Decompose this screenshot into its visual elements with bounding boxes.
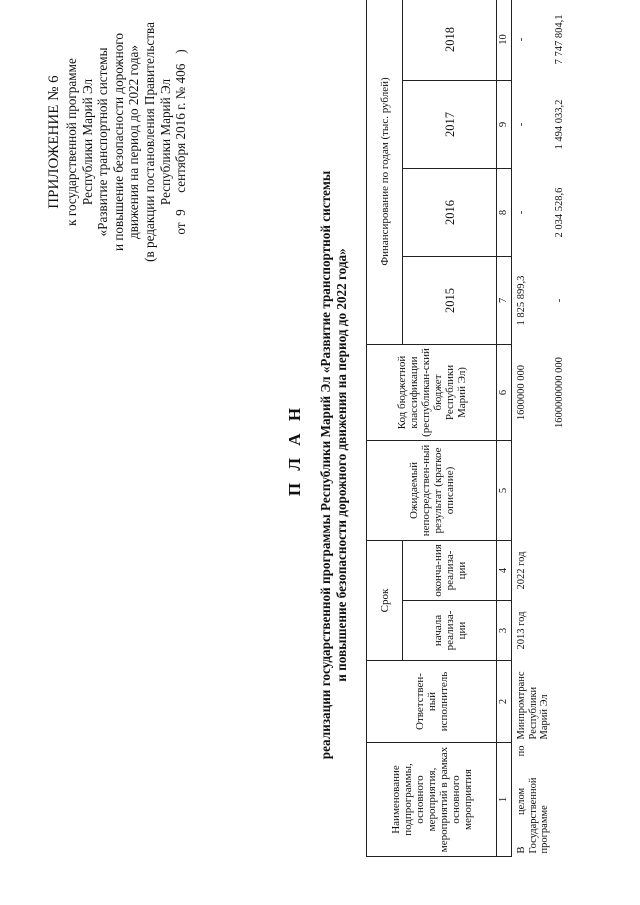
header-year-2015: 2015	[403, 257, 497, 345]
header-code: Код бюджетной классификации (республикан-ский бюджет Республики Марий Эл)	[367, 345, 497, 441]
appendix-line: и повышение безопасности дорожного	[110, 33, 126, 251]
financing-value: -	[516, 210, 527, 215]
cell-financing-2018	[512, 0, 568, 81]
header-financing: Финансирование по годам (тыс. рублей)	[367, 0, 403, 345]
cell-budget-codes	[512, 345, 568, 441]
header-year-2017: 2017	[403, 81, 497, 169]
cell-program-name: В целом по Государственной программе	[516, 745, 550, 854]
cell-executor: Минпромтранс Республики Марий Эл	[516, 671, 550, 740]
column-number: 8	[497, 169, 512, 257]
column-number: 6	[497, 345, 512, 441]
column-number: 1	[497, 743, 512, 857]
budget-code: 1600000000 000	[553, 357, 565, 428]
header-year-2016: 2016	[403, 169, 497, 257]
financing-value: -	[516, 37, 527, 42]
plan-subtitle-line: и повышение безопасности дорожного движения на период до 2022 года»	[333, 248, 349, 682]
plan-table	[366, 0, 567, 857]
appendix-block	[44, 7, 189, 277]
appendix-line: Республики Марий Эл	[79, 78, 95, 206]
column-number: 5	[497, 441, 512, 541]
plan-subtitle	[318, 115, 349, 815]
header-term-start: начала реализа-ции	[403, 601, 497, 661]
financing-value: 7 747 804,1	[553, 14, 565, 65]
appendix-line: «Развитие транспортной системы	[95, 47, 111, 237]
cell-result	[512, 441, 568, 541]
appendix-heading: ПРИЛОЖЕНИЕ № 6	[46, 75, 62, 209]
cell-financing-2016	[512, 169, 568, 257]
header-term: Срок	[367, 541, 403, 661]
financing-value: -	[516, 122, 527, 127]
column-number: 10	[497, 0, 512, 81]
plan-title: П Л А Н	[285, 403, 304, 497]
financing-value: 1 494 033,2	[553, 99, 565, 150]
financing-value: 1 825 899,3	[516, 275, 527, 326]
cell-financing-2015	[512, 257, 568, 345]
cell-financing-2017	[512, 81, 568, 169]
plan-subtitle-line: реализации государственной программы Республики Марий Эл «Развитие транспортной системы	[318, 170, 333, 760]
header-year-2018: 2018	[403, 0, 497, 81]
column-number: 7	[497, 257, 512, 345]
financing-value: 2 034 528,6	[553, 187, 565, 238]
cell-term-start: 2013 год	[516, 611, 527, 650]
table-row	[512, 0, 568, 857]
column-number: 4	[497, 541, 512, 601]
header-term-end: оконча-ния реализа-ции	[403, 541, 497, 601]
header-result: Ожидаемый непосредствен-ный результат (краткое описание)	[367, 441, 497, 541]
appendix-line: (в редакции постановления Правительства	[141, 22, 157, 262]
budget-code: 1600000 000	[516, 364, 527, 421]
header-executor: Ответствен-ный исполнитель	[367, 661, 497, 743]
appendix-line: движения на период до 2022 года»	[126, 45, 142, 239]
appendix-line: к государственной программе	[64, 58, 79, 226]
financing-value: -	[553, 298, 565, 303]
column-number: 2	[497, 661, 512, 743]
cell-term-end: 2022 год	[516, 551, 527, 590]
appendix-line: Республики Марий Эл	[157, 78, 173, 206]
column-number: 3	[497, 601, 512, 661]
appendix-date-line: от 9 сентября 2016 г. № 406 )	[173, 49, 189, 235]
column-number: 9	[497, 81, 512, 169]
header-name: Наименование подпрограммы, основного мероприятия, мероприятий в рамках основного мероприятия	[367, 743, 497, 857]
